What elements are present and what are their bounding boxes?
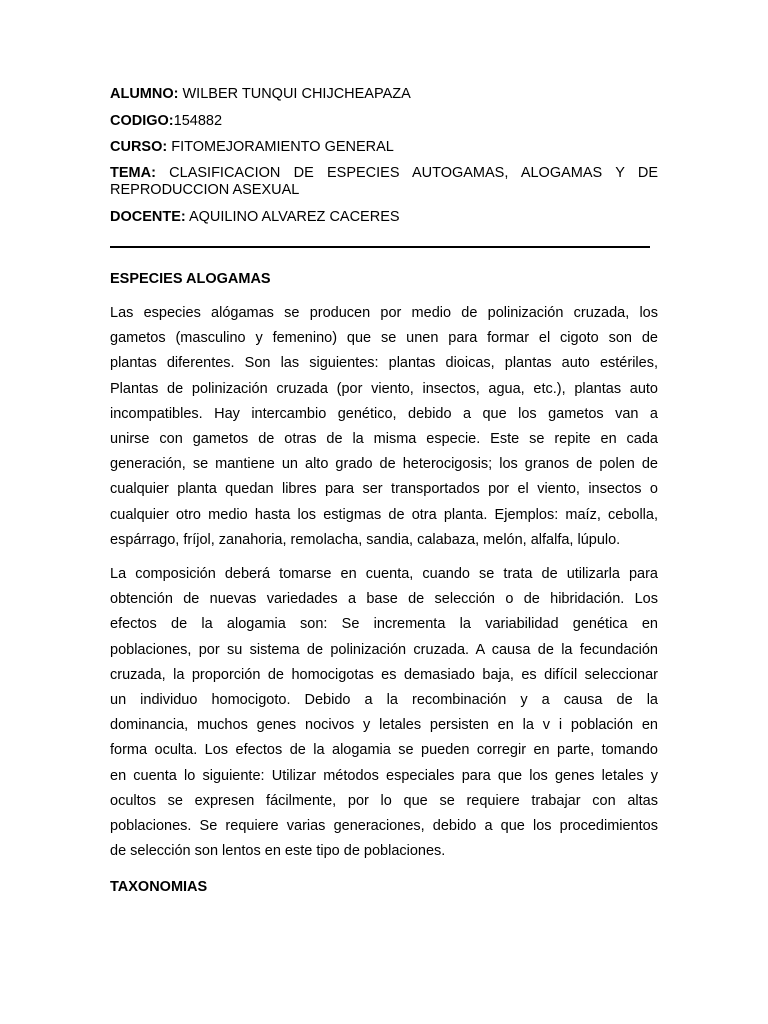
alumno-line <box>110 86 658 103</box>
alumno-value: WILBER TUNQUI CHIJCHEAPAZA <box>182 86 411 102</box>
paragraph-line: plantas diferentes. Son las siguientes: plantas dioicas, plantas auto estériles, <box>110 355 658 372</box>
docente-line <box>110 209 658 226</box>
tema-value-line2: REPRODUCCION ASEXUAL <box>110 182 300 198</box>
paragraph-line: generación, se mantiene un alto grado de heterocigosis; los granos de polen de <box>110 456 658 473</box>
alumno-label: ALUMNO: <box>110 86 179 102</box>
paragraph-line: ocultos se expresen fácilmente, por lo que se requiere trabajar con altas <box>110 792 658 809</box>
codigo-value: 154882 <box>173 113 223 129</box>
paragraph-line: La composición deberá tomarse en cuenta, cuando se trata de utilizarla para <box>110 566 658 582</box>
paragraph-line: incompatibles. Hay intercambio genético, debido a que los gametos van a <box>110 405 658 422</box>
paragraph-2 <box>110 562 658 864</box>
paragraph-line: cualquier otro medio hasta los estigmas de otra planta. Ejemplos: maíz, cebolla, <box>110 506 658 523</box>
codigo-line <box>110 113 658 130</box>
paragraph-line: poblaciones, por su sistema de polinización cruzada. A causa de la fecundación <box>110 641 658 658</box>
codigo-label: CODIGO: <box>110 113 174 129</box>
tema-label: TEMA: <box>110 165 156 181</box>
paragraph-line: gametos (masculino y femenino) que se unen para formar el cigoto son de <box>110 330 658 347</box>
tema-value-line1: CLASIFICACION DE ESPECIES AUTOGAMAS, ALOGAMAS Y DE <box>169 165 658 181</box>
paragraph-line: Las especies alógamas se producen por medio de polinización cruzada, los <box>110 305 658 321</box>
tema-line <box>110 165 658 199</box>
paragraph-line: de selección son lentos en este tipo de poblaciones. <box>110 843 446 860</box>
curso-label: CURSO: <box>110 139 168 155</box>
horizontal-rule <box>110 246 650 248</box>
section-title-alogamas: ESPECIES ALOGAMAS <box>110 271 271 287</box>
docente-label: DOCENTE: <box>110 209 186 225</box>
curso-line <box>110 139 658 156</box>
paragraph-line: efectos de la alogamia son: Se incrementa la variabilidad genética en <box>110 616 658 633</box>
curso-value: FITOMEJORAMIENTO GENERAL <box>171 139 394 155</box>
paragraph-line: espárrago, fríjol, zanahoria, remolacha, sandia, calabaza, melón, alfalfa, lúpulo. <box>110 531 621 548</box>
paragraph-line: en cuenta lo siguiente: Utilizar métodos especiales para que los genes letales y <box>110 767 658 784</box>
paragraph-line: forma oculta. Los efectos de la alogamia se pueden corregir en parte, tomando <box>110 742 658 759</box>
paragraph-line: un individuo homocigoto. Debido a la recombinación y a causa de la <box>110 691 658 708</box>
paragraph-line: dominancia, muchos genes nocivos y letales persisten en la v i población en <box>110 717 658 734</box>
paragraph-line: obtención de nuevas variedades a base de selección o de hibridación. Los <box>110 591 658 608</box>
docente-value: AQUILINO ALVAREZ CACERES <box>188 209 400 225</box>
section-title-taxonomias: TAXONOMIAS <box>110 879 208 895</box>
paragraph-line: cruzada, la proporción de homocigotas es demasiado baja, es difícil seleccionar <box>110 666 658 683</box>
paragraph-line: cualquier planta quedan libres para ser transportados por el viento, insectos o <box>110 481 658 498</box>
paragraph-line: Plantas de polinización cruzada (por viento, insectos, agua, etc.), plantas auto <box>110 380 658 397</box>
paragraph-line: poblaciones. Se requiere varias generaciones, debido a que los procedimientos <box>110 817 658 834</box>
paragraph-line: unirse con gametos de otras de la misma especie. Este se repite en cada <box>110 430 658 447</box>
paragraph-1 <box>110 301 658 553</box>
